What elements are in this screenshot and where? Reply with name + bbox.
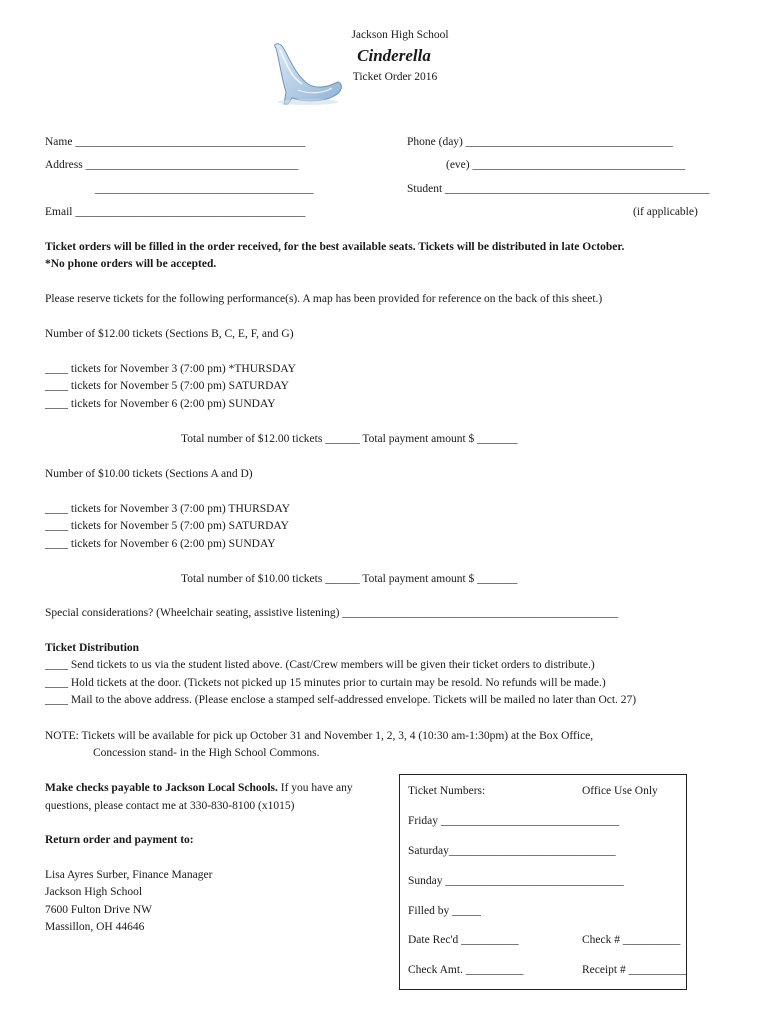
return-address-line: Massillon, OH 44646 xyxy=(45,921,145,933)
receipt-number-field[interactable]: Receipt # __________ xyxy=(582,964,687,976)
glass-slipper-icon xyxy=(268,40,344,106)
note-line-1: NOTE: Tickets will be available for pick up October 31 and November 1, 2, 3, 4 (10:30 am-1:30pm) at the Box Office, xyxy=(45,730,594,742)
ticket-row[interactable]: ____ tickets for November 3 (7:00 pm) THURSDAY xyxy=(45,503,290,515)
return-address-line: Jackson High School xyxy=(45,886,143,898)
ticket-numbers-label: Ticket Numbers: xyxy=(408,785,486,797)
payment-line-2: questions, please contact me at 330-830-8100 (x1015) xyxy=(45,800,295,812)
ticket-row[interactable]: ____ tickets for November 5 (7:00 pm) SATURDAY xyxy=(45,380,289,392)
filled-by-field[interactable]: Filled by _____ xyxy=(408,905,481,917)
page-title: Cinderella xyxy=(357,46,431,65)
phone-day-field[interactable]: Phone (day) ____________________________________ xyxy=(407,136,673,148)
distribution-option[interactable]: ____ Send tickets to us via the student listed above. (Cast/Crew members will be given their ticket orders to distribute.) xyxy=(45,659,595,671)
ticket-row[interactable]: ____ tickets for November 3 (7:00 pm) *THURSDAY xyxy=(45,363,296,375)
school-name: Jackson High School xyxy=(351,29,449,41)
ticket-row[interactable]: ____ tickets for November 6 (2:00 pm) SUNDAY xyxy=(45,398,276,410)
distribution-heading: Ticket Distribution xyxy=(45,642,140,654)
payment-line-1 xyxy=(45,782,353,794)
ticket-row[interactable]: ____ tickets for November 6 (2:00 pm) SUNDAY xyxy=(45,538,276,550)
ticket-row[interactable]: ____ tickets for November 5 (7:00 pm) SATURDAY xyxy=(45,520,289,532)
return-address-line: Lisa Ayres Surber, Finance Manager xyxy=(45,869,213,881)
check-number-field[interactable]: Check # __________ xyxy=(582,934,681,946)
if-applicable-note: (if applicable) xyxy=(633,206,698,218)
return-heading: Return order and payment to: xyxy=(45,834,194,846)
email-field[interactable]: Email ________________________________________ xyxy=(45,206,306,218)
sunday-field[interactable]: Sunday _______________________________ xyxy=(408,875,624,887)
section-12-heading: Number of $12.00 tickets (Sections B, C, E, F, and G) xyxy=(45,328,294,340)
address-line2-field[interactable]: ______________________________________ xyxy=(95,183,314,195)
payment-payable-to: Make checks payable to Jackson Local Schools. xyxy=(45,782,278,794)
phone-eve-field[interactable]: (eve) _____________________________________ xyxy=(446,159,686,171)
saturday-field[interactable]: Saturday_____________________________ xyxy=(408,845,616,857)
page-subtitle: Ticket Order 2016 xyxy=(352,71,438,83)
office-use-label: Office Use Only xyxy=(582,785,658,797)
payment-questions: If you have any xyxy=(277,782,353,794)
return-address-line: 7600 Fulton Drive NW xyxy=(45,904,153,916)
name-field[interactable]: Name ________________________________________ xyxy=(45,136,306,148)
check-amount-field[interactable]: Check Amt. __________ xyxy=(408,964,524,976)
section-10-heading: Number of $10.00 tickets (Sections A and D) xyxy=(45,468,253,480)
distribution-option[interactable]: ____ Hold tickets at the door. (Tickets not picked up 15 minutes prior to curtain may be resold. No refunds will be made.) xyxy=(45,677,606,689)
distribution-option[interactable]: ____ Mail to the above address. (Please enclose a stamped self-addressed envelope. Tickets will be mailed no later than Oct. 27) xyxy=(45,694,637,706)
notice-line-2: *No phone orders will be accepted. xyxy=(45,258,217,270)
notice-line-1: Ticket orders will be filled in the order received, for the best available seats. Tickets will be distributed in late October. xyxy=(45,241,625,253)
reserve-instructions: Please reserve tickets for the following performance(s). A map has been provided for reference on the back of this sheet.) xyxy=(45,293,603,305)
special-considerations-field[interactable]: Special considerations? (Wheelchair seating, assistive listening) ________________________________________________ xyxy=(45,607,619,619)
section-12-total[interactable]: Total number of $12.00 tickets ______ Total payment amount $ _______ xyxy=(181,433,518,445)
date-received-field[interactable]: Date Rec'd __________ xyxy=(408,934,519,946)
section-10-total[interactable]: Total number of $10.00 tickets ______ Total payment amount $ _______ xyxy=(181,573,518,585)
friday-field[interactable]: Friday _______________________________ xyxy=(408,815,620,827)
note-line-2: Concession stand- in the High School Commons. xyxy=(93,747,320,759)
address-field[interactable]: Address _____________________________________ xyxy=(45,159,299,171)
student-field[interactable]: Student ______________________________________________ xyxy=(407,183,710,195)
